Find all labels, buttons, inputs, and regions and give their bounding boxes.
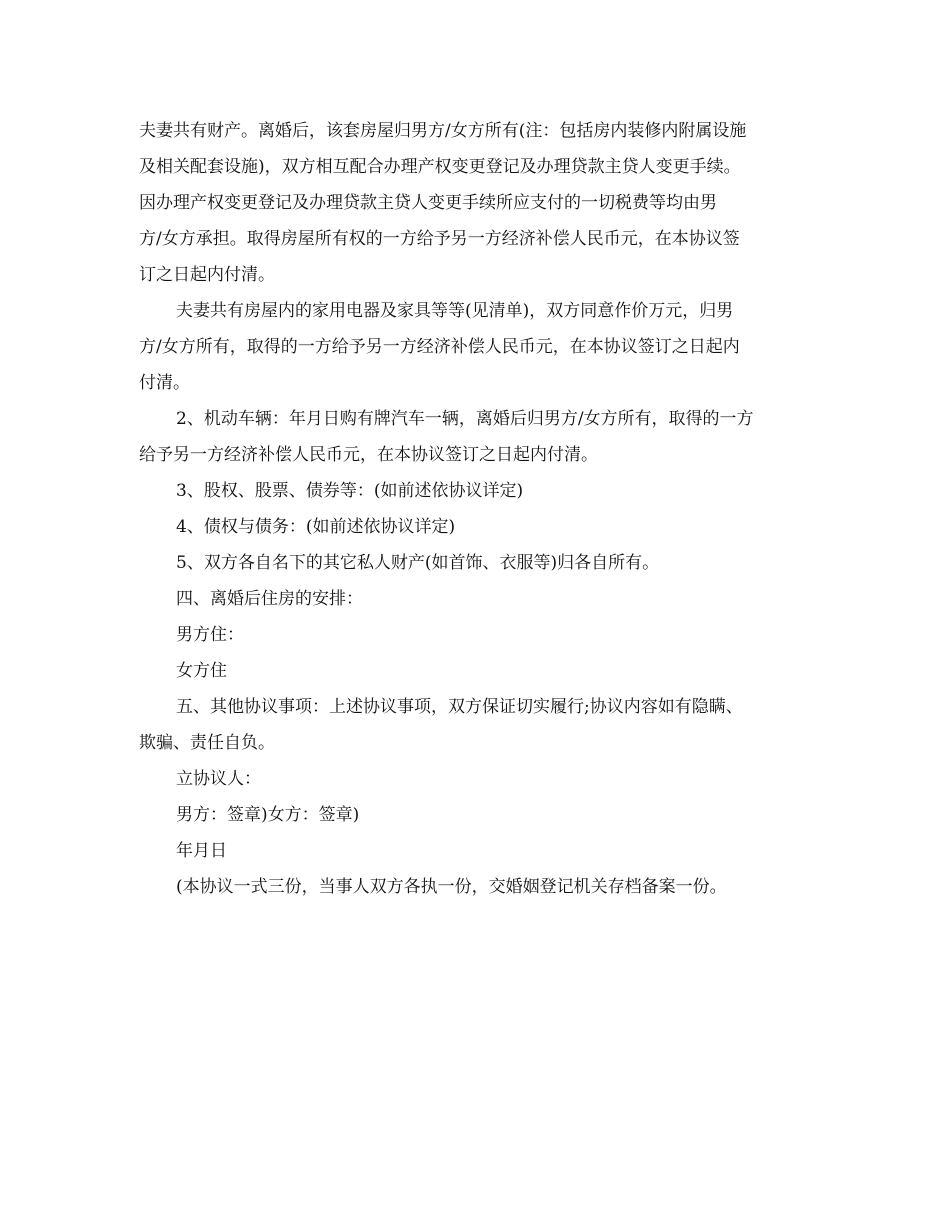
section-heading: 五、其他协议事项：上述协议事项，双方保证切实履行;协议内容如有隐瞒、 — [176, 697, 743, 717]
text-line: 因办理产权变更登记及办理贷款主贷人变更手续所应支付的一切税费等均由男 — [139, 193, 717, 213]
text-line: 2、机动车辆：年月日购有牌汽车一辆，离婚后归男方/女方所有，取得的一方 — [176, 409, 754, 429]
text-line: 4、债权与债务：(如前述依协议详定) — [176, 517, 456, 537]
signatory-label: 立协议人： — [176, 769, 261, 789]
text-line: 订之日起内付清。 — [139, 265, 275, 285]
text-line: 5、双方各自名下的其它私人财产(如首饰、衣服等)归各自所有。 — [176, 553, 660, 573]
text-line: 给予另一方经济补偿人民币元，在本协议签订之日起内付清。 — [139, 445, 598, 465]
text-line: 方/女方承担。取得房屋所有权的一方给予另一方经济补偿人民币元，在本协议签 — [139, 229, 740, 249]
text-line: 夫妻共有房屋内的家用电器及家具等等(见清单)，双方同意作价万元，归男 — [176, 301, 734, 321]
text-line: 夫妻共有财产。离婚后，该套房屋归男方/女方所有(注：包括房内装修内附属设施 — [139, 121, 747, 141]
text-line: 男方住： — [176, 625, 244, 645]
text-line: 方/女方所有，取得的一方给予另一方经济补偿人民币元，在本协议签订之日起内 — [139, 337, 740, 357]
date-line: 年月日 — [176, 841, 227, 861]
text-line: 欺骗、责任自负。 — [139, 733, 275, 753]
text-line: 付清。 — [139, 373, 190, 393]
signature-line: 男方：签章)女方：签章) — [176, 805, 360, 825]
section-heading: 四、离婚后住房的安排： — [176, 589, 363, 609]
text-line: 及相关配套设施)，双方相互配合办理产权变更登记及办理贷款主贷人变更手续。 — [139, 157, 741, 177]
text-line: 3、股权、股票、债券等：(如前述依协议详定) — [176, 481, 524, 501]
text-line: 女方住 — [176, 661, 227, 681]
footnote-line: (本协议一式三份，当事人双方各执一份，交婚姻登记机关存档备案一份。 — [176, 877, 727, 897]
document-body — [139, 113, 819, 905]
